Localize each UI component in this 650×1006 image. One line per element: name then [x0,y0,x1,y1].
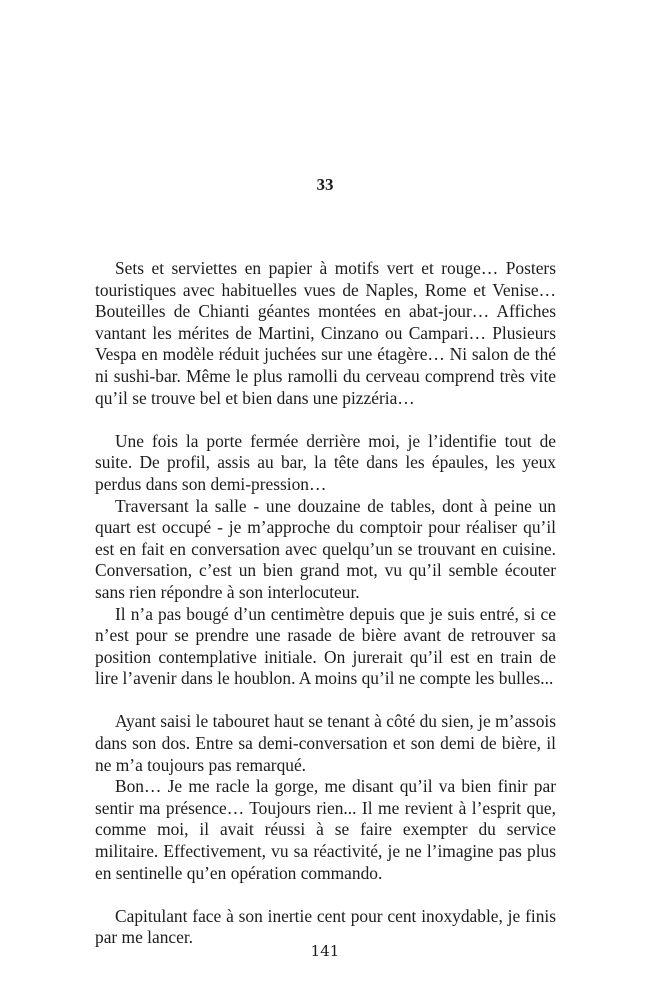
paragraph: Capitulant face à son inertie cent pour cent inoxydable, je finis par me lancer. [95,905,556,948]
chapter-body [95,258,556,949]
chapter-number: 33 [316,175,334,194]
paragraph: Une fois la porte fermée derrière moi, je l’identifie tout de suite. De profil, assis au bar, la tête dans les épaules, les yeux perdus dans son demi-pression… [95,430,556,494]
paragraph: Il n’a pas bougé d’un centimètre depuis que je suis entré, si ce n’est pour se prendre une rasade de bière avant de retrouver sa position contemplative initiale. On jurerait qu’il est en train de lire l’avenir dans le houblon. A moins qu’il ne compte les bulles... [95,603,556,689]
paragraph: Traversant la salle - une douzaine de tables, dont à peine un quart est occupé - je m’approche du comptoir pour réaliser qu’il est en fait en conversation avec quelqu’un se trouvant en cuisine. Conversation, c’est un bien grand mot, vu qu’il semble écouter sans rien répondre à son interlocuteur. [95,495,556,602]
page-number: 141 [310,942,340,960]
paragraph: Sets et serviettes en papier à motifs vert et rouge… Posters touristiques avec habituelles vues de Naples, Rome et Venise… Bouteilles de Chianti géantes montées en abat-jour… Affiches vantant les mérites de Martini, Cinzano ou Campari… Plusieurs Vespa en modèle réduit juchées sur une étagère… Ni salon de thé ni sushi-bar. Même le plus ramolli du cerveau comprend très vite qu’il se trouve bel et bien dans une pizzéria… [95,258,556,408]
paragraph: Ayant saisi le tabouret haut se tenant à côté du sien, je m’assois dans son dos. Entre sa demi-conversation et son demi de bière, il ne m’a toujours pas remarqué. [95,711,556,775]
paragraph: Bon… Je me racle la gorge, me disant qu’il va bien finir par sentir ma présence… Toujours rien... Il me revient à l’esprit que, comme moi, il avait réussi à se faire exempter du service militaire. Effectivement, vu sa réactivité, je ne l’imagine pas plus en sentinelle qu’en opération commando. [95,776,556,883]
